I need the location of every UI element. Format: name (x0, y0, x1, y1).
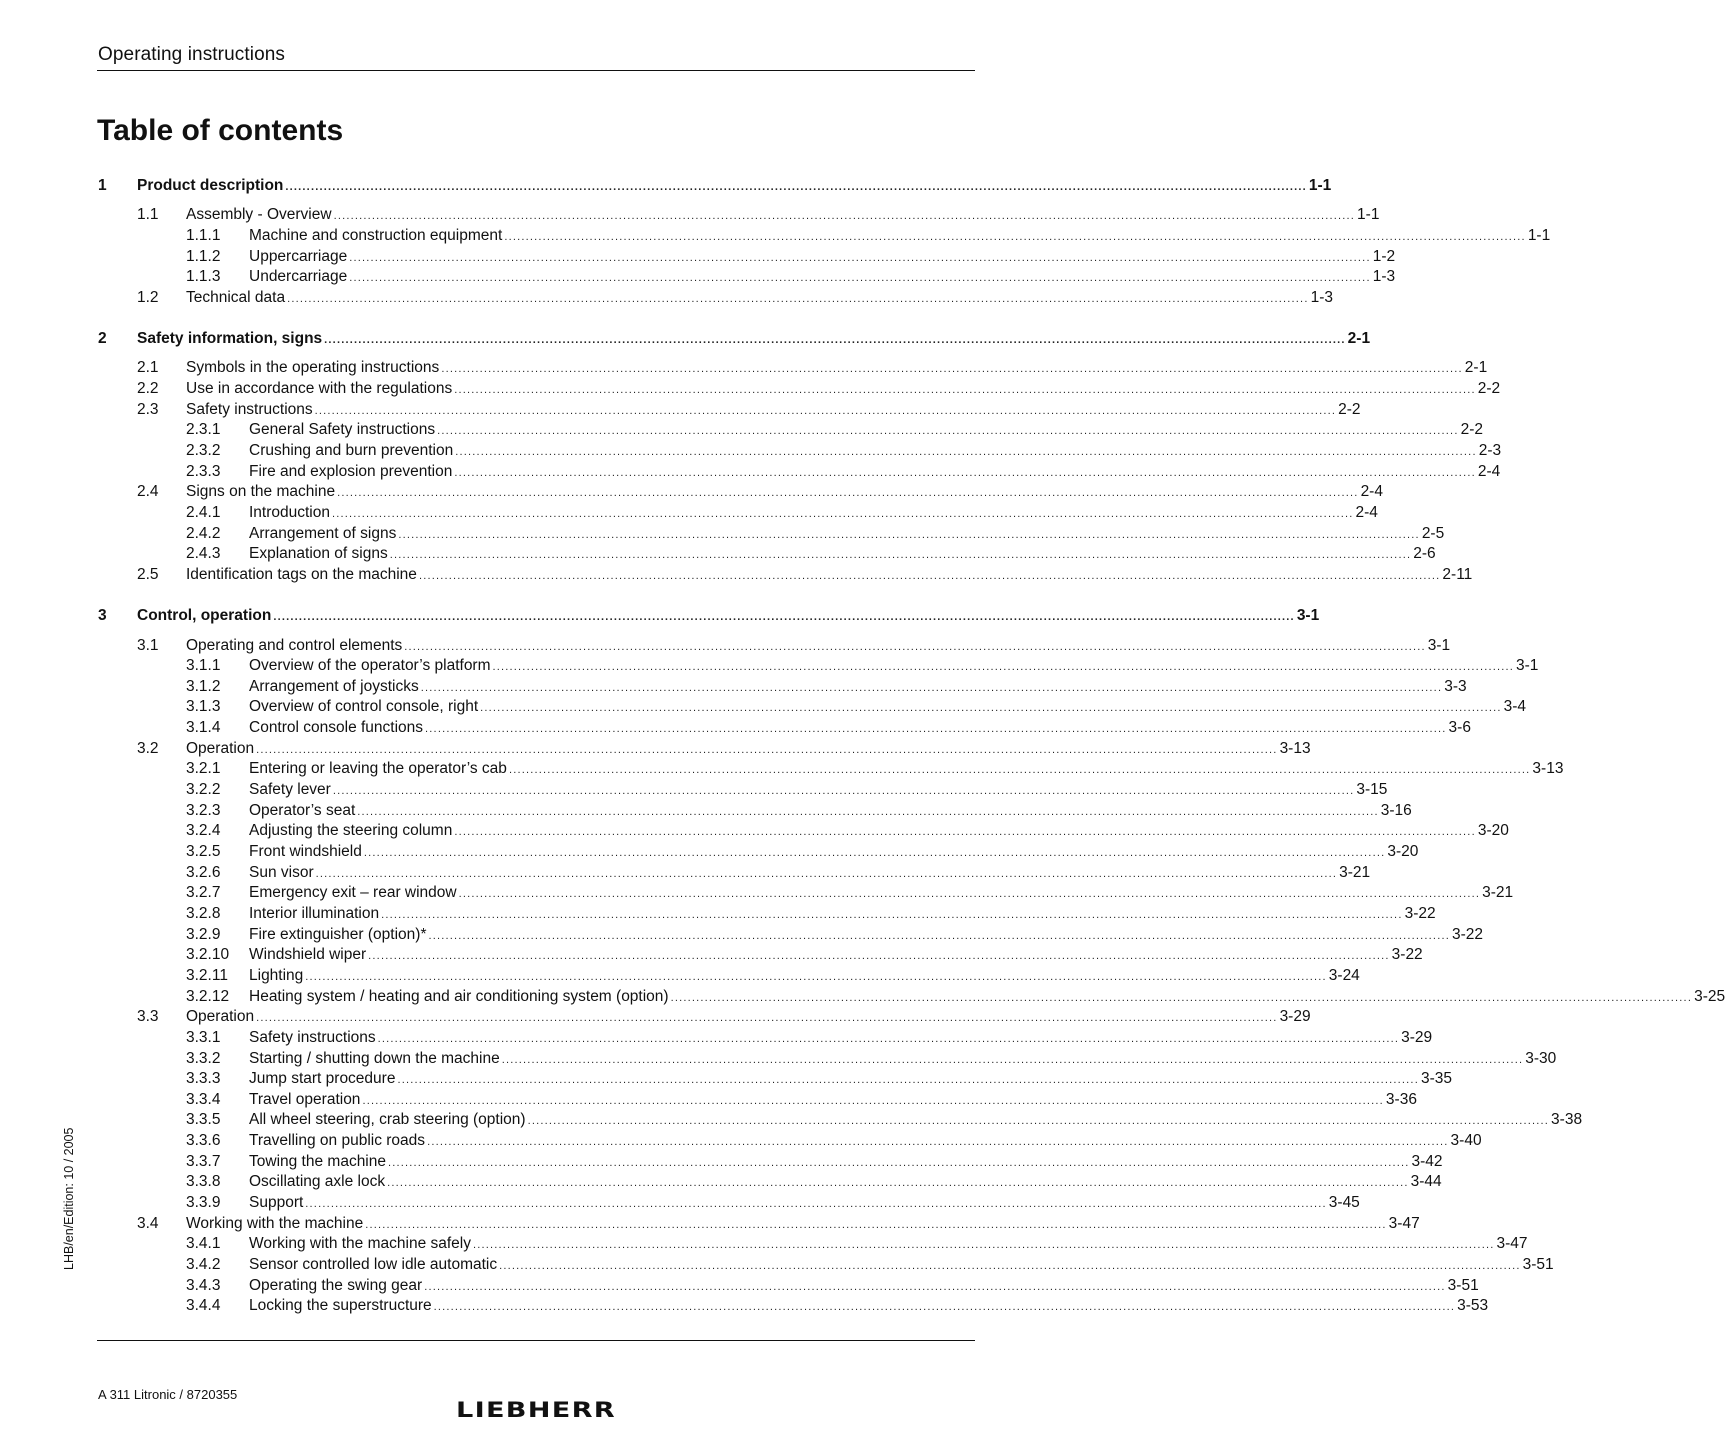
toc-entry-number: 3.2 (137, 739, 159, 757)
toc-entry[interactable] (186, 1049, 1557, 1069)
toc-entry[interactable] (186, 1172, 1442, 1192)
toc-entry-title: Oscillating axle lock (249, 1173, 386, 1191)
liebherr-logo-icon (456, 1398, 618, 1425)
svg-text:LIEBHERR: LIEBHERR (456, 1398, 616, 1422)
toc-entry-title: Travelling on public roads (249, 1132, 426, 1150)
toc-entry-page: 3-22 (1391, 946, 1423, 964)
toc-entry-title: Locking the superstructure (249, 1297, 432, 1315)
toc-entry[interactable] (98, 606, 1320, 626)
toc-entry-number: 3.3 (137, 1008, 159, 1026)
toc-entry-page: 2-2 (1477, 380, 1501, 398)
toc-entry-page: 1-1 (1527, 226, 1551, 244)
toc-entry-number: 2.3.2 (186, 442, 221, 459)
toc-entry[interactable] (186, 544, 1436, 564)
toc-leader-dots: ................................................................................................................................................................................................................................................ (427, 1136, 1449, 1149)
toc-entry[interactable] (186, 883, 1514, 903)
page-title: Table of contents (97, 114, 344, 147)
toc-entry-page: 3-16 (1380, 801, 1412, 819)
toc-entry-number: 3.2.5 (186, 843, 221, 860)
toc-entry-page: 3-21 (1482, 884, 1514, 902)
toc-entry-number: 3.3.2 (186, 1049, 221, 1067)
toc-entry-number: 3.2.6 (186, 863, 221, 881)
toc-entry-title: Overview of control console, right (249, 698, 479, 716)
toc-leader-dots: ................................................................................................................................................................................................................................................ (418, 569, 1441, 582)
toc-entry-title: Windshield wiper (249, 946, 367, 964)
toc-leader-dots: ................................................................................................................................................................................................................................................ (508, 764, 1531, 777)
toc-entry-title: Explanation of signs (249, 545, 388, 563)
toc-entry-title: Signs on the machine (186, 483, 336, 501)
toc-entry-page: 2-4 (1477, 462, 1501, 480)
toc-entry[interactable] (137, 205, 1380, 225)
toc-entry-number: 3.2.4 (186, 822, 221, 840)
toc-entry-number: 3.1.3 (186, 698, 221, 716)
toc-entry-number: 2.3.3 (186, 462, 221, 480)
toc-entry-page: 2-5 (1421, 524, 1445, 542)
toc-entry-page: 3-35 (1420, 1070, 1452, 1088)
toc-entry-number: 2.3 (137, 400, 159, 418)
toc-entry-page: 3-24 (1328, 966, 1360, 984)
toc-entry-page: 3-47 (1388, 1214, 1420, 1232)
toc-entry[interactable] (186, 441, 1502, 461)
toc-entry-number: 3.2.7 (186, 884, 221, 902)
toc-entry-page: 3-6 (1448, 719, 1471, 737)
toc-entry-number: 3.1 (137, 636, 159, 654)
toc-entry-title: Arrangement of signs (249, 524, 397, 542)
toc-leader-dots: ................................................................................................................................................................................................................................................ (458, 888, 1481, 901)
toc-entry-title: Machine and construction equipment (249, 226, 503, 244)
toc-leader-dots: ................................................................................................................................................................................................................................................ (670, 991, 1693, 1004)
toc-entry[interactable] (186, 863, 1371, 883)
toc-entry[interactable] (186, 1110, 1583, 1130)
toc-entry[interactable] (186, 801, 1412, 821)
toc-entry-number: 1.1.1 (186, 226, 221, 244)
toc-leader-dots: ................................................................................................................................................................................................................................................ (428, 929, 1450, 942)
toc-entry[interactable] (186, 524, 1445, 544)
toc-entry[interactable] (186, 1090, 1417, 1110)
toc-entry-number: 3.2.3 (186, 801, 221, 819)
toc-entry-page: 3-1 (1427, 636, 1451, 654)
toc-entry[interactable] (137, 739, 1311, 759)
toc-leader-dots: ................................................................................................................................................................................................................................................ (256, 1012, 1278, 1025)
toc-entry-title: Safety instructions (186, 400, 313, 418)
toc-leader-dots: ................................................................................................................................................................................................................................................ (305, 1198, 1327, 1211)
toc-entry[interactable] (186, 1255, 1554, 1275)
toc-entry-page: 1-1 (1357, 206, 1380, 224)
toc-leader-dots: ................................................................................................................................................................................................................................................ (349, 251, 1371, 264)
toc-leader-dots: ................................................................................................................................................................................................................................................ (441, 363, 1463, 376)
toc-entry[interactable] (186, 226, 1551, 246)
toc-entry-title: Lighting (249, 966, 304, 984)
toc-entry[interactable] (186, 1069, 1452, 1089)
toc-entry-number: 2.4.3 (186, 545, 221, 563)
toc-entry-number: 3.2.11 (186, 966, 228, 984)
toc-entry-number: 3.4.4 (186, 1297, 221, 1315)
toc-leader-dots: ................................................................................................................................................................................................................................................ (527, 1115, 1550, 1128)
toc-entry-page: 3-20 (1387, 843, 1419, 860)
toc-entry-page: 3-45 (1328, 1194, 1360, 1212)
toc-entry-number: 3.1.2 (186, 677, 221, 695)
toc-entry-title: Undercarriage (249, 268, 348, 286)
toc-leader-dots: ................................................................................................................................................................................................................................................ (454, 826, 1476, 839)
toc-entry-number: 3.2.9 (186, 925, 221, 943)
toc-entry-title: Entering or leaving the operator’s cab (249, 760, 507, 778)
toc-entry-page: 3-20 (1477, 822, 1509, 840)
toc-entry[interactable] (137, 288, 1333, 308)
toc-entry-title: Safety instructions (249, 1028, 376, 1046)
toc-entry[interactable] (186, 1193, 1360, 1213)
toc-entry-page: 1-3 (1372, 268, 1396, 286)
toc-entry-number: 1.1.3 (186, 268, 221, 286)
toc-leader-dots: ................................................................................................................................................................................................................................................ (368, 950, 1390, 963)
toc-leader-dots: ................................................................................................................................................................................................................................................ (492, 661, 1514, 674)
toc-entry[interactable] (186, 503, 1378, 523)
toc-entry-page: 3-42 (1411, 1152, 1443, 1170)
toc-entry[interactable] (98, 329, 1371, 349)
toc-entry-page: 1-2 (1372, 247, 1396, 265)
toc-entry-page: 3-13 (1279, 739, 1311, 757)
toc-entry[interactable] (186, 462, 1501, 482)
toc-entry[interactable] (186, 904, 1436, 924)
toc-entry-number: 1 (98, 177, 107, 194)
toc-entry[interactable] (186, 1234, 1528, 1254)
toc-entry[interactable] (186, 842, 1419, 862)
toc-entry-title: Operating the swing gear (249, 1276, 423, 1294)
toc-leader-dots: ................................................................................................................................................................................................................................................ (454, 384, 1476, 397)
toc-leader-dots: ................................................................................................................................................................................................................................................ (363, 847, 1386, 859)
toc-entry-number: 1.1.2 (186, 247, 221, 265)
toc-entry-number: 2.4 (137, 483, 159, 501)
toc-entry-title: Starting / shutting down the machine (249, 1049, 500, 1067)
toc-entry-title: Arrangement of joysticks (249, 677, 419, 695)
toc-entry-number: 2.5 (137, 565, 159, 583)
toc-entry[interactable] (186, 656, 1539, 676)
toc-leader-dots: ................................................................................................................................................................................................................................................ (499, 1260, 1521, 1272)
toc-entry-page: 3-29 (1279, 1008, 1311, 1026)
toc-leader-dots: ................................................................................................................................................................................................................................................ (397, 1074, 1419, 1087)
toc-entry-page: 3-51 (1447, 1276, 1479, 1294)
toc-entry[interactable] (137, 482, 1383, 502)
toc-entry[interactable] (98, 176, 1332, 196)
toc-entry-title: Emergency exit – rear window (249, 884, 457, 902)
toc-entry-number: 3.3.1 (186, 1028, 221, 1046)
toc-leader-dots: ................................................................................................................................................................................................................................................ (333, 210, 1356, 223)
toc-entry[interactable] (186, 925, 1483, 945)
toc-entry-title: Operating and control elements (186, 636, 403, 654)
toc-entry[interactable] (186, 267, 1396, 287)
toc-entry[interactable] (137, 565, 1473, 585)
toc-entry-page: 3-25 (1694, 987, 1725, 1005)
toc-entry-number: 2.1 (137, 359, 159, 377)
toc-entry-title: Assembly - Overview (186, 206, 332, 224)
document-id: A 311 Litronic / 8720355 (98, 1387, 238, 1402)
toc-entry-page: 3-3 (1444, 677, 1467, 695)
toc-entry-title: Adjusting the steering column (249, 822, 453, 840)
toc-entry-page: 1-1 (1308, 177, 1332, 194)
toc-entry-title: Product description (137, 177, 284, 194)
edition-note: LHB/en/Edition: 10 / 2005 (62, 1127, 76, 1270)
toc-leader-dots: ................................................................................................................................................................................................................................................ (287, 292, 1309, 305)
toc-entry[interactable] (186, 780, 1388, 800)
toc-entry[interactable] (186, 1131, 1482, 1151)
toc-entry-page: 3-21 (1339, 863, 1371, 881)
toc-entry-number: 3.2.12 (186, 987, 230, 1005)
toc-entry-page: 3-15 (1356, 781, 1388, 799)
toc-entry-title: Overview of the operator’s platform (249, 657, 491, 675)
toc-entry-number: 2.2 (137, 380, 159, 398)
toc-entry-title: Control, operation (137, 607, 272, 625)
toc-entry-page: 2-2 (1338, 400, 1361, 418)
toc-entry-title: Uppercarriage (249, 247, 348, 265)
toc-entry-title: Front windshield (249, 843, 362, 860)
toc-entry[interactable] (186, 718, 1471, 738)
toc-entry-page: 2-11 (1442, 565, 1473, 583)
toc-entry-title: Safety lever (249, 781, 331, 799)
toc-entry-title: Fire and explosion prevention (249, 462, 453, 480)
toc-entry-number: 2.4.2 (186, 524, 221, 542)
toc-entry-title: Crushing and burn prevention (249, 442, 454, 459)
toc-entry[interactable] (137, 358, 1488, 378)
toc-entry[interactable] (137, 379, 1501, 399)
toc-leader-dots: ................................................................................................................................................................................................................................................ (357, 805, 1379, 818)
toc-leader-dots: ................................................................................................................................................................................................................................................ (501, 1053, 1524, 1066)
toc-entry-number: 3.1.1 (186, 657, 221, 675)
toc-entry-title: Operation (186, 1008, 255, 1026)
toc-entry-title: General Safety instructions (249, 421, 436, 439)
toc-entry[interactable] (186, 945, 1423, 965)
toc-entry-title: Sun visor (249, 863, 314, 881)
toc-entry-number: 1.1 (137, 206, 159, 224)
toc-entry-title: Interior illumination (249, 904, 380, 922)
toc-entry-title: Symbols in the operating instructions (186, 359, 440, 377)
toc-leader-dots: ................................................................................................................................................................................................................................................ (314, 404, 1337, 417)
toc-entry-title: Use in accordance with the regulations (186, 380, 453, 398)
toc-entry[interactable] (186, 987, 1725, 1007)
toc-leader-dots: ................................................................................................................................................................................................................................................ (381, 908, 1403, 921)
toc-leader-dots: ................................................................................................................................................................................................................................................ (324, 334, 1346, 347)
toc-entry-page: 3-13 (1532, 760, 1564, 778)
toc-leader-dots: ................................................................................................................................................................................................................................................ (472, 1239, 1495, 1252)
toc-entry-title: Introduction (249, 503, 330, 521)
toc-entry-page: 3-36 (1385, 1090, 1417, 1108)
toc-entry-page: 3-40 (1450, 1132, 1482, 1150)
toc-entry-number: 3.4 (137, 1214, 159, 1232)
toc-entry[interactable] (186, 697, 1527, 717)
toc-leader-dots: ................................................................................................................................................................................................................................................ (387, 1177, 1409, 1190)
toc-entry-title: Towing the machine (249, 1152, 386, 1170)
toc-entry-title: Heating system / heating and air conditioning system (option) (249, 987, 669, 1005)
toc-leader-dots: ................................................................................................................................................................................................................................................ (377, 1032, 1400, 1045)
toc-leader-dots: ................................................................................................................................................................................................................................................ (425, 723, 1447, 736)
toc-entry-title: Jump start procedure (249, 1070, 396, 1088)
toc-entry-title: Identification tags on the machine (186, 565, 417, 583)
toc-entry[interactable] (186, 247, 1396, 267)
toc-entry-page: 2-1 (1464, 359, 1488, 377)
toc-entry-number: 3.1.4 (186, 719, 221, 737)
toc-entry-title: Fire extinguisher (option)* (249, 925, 427, 943)
toc-entry-title: Operator’s seat (249, 801, 356, 819)
toc-entry[interactable] (186, 1296, 1489, 1316)
toc-leader-dots: ................................................................................................................................................................................................................................................ (437, 425, 1459, 438)
toc-entry-page: 3-4 (1503, 698, 1527, 716)
toc-entry-page: 3-51 (1522, 1256, 1554, 1273)
toc-leader-dots: ................................................................................................................................................................................................................................................ (285, 181, 1307, 193)
toc-leader-dots: ................................................................................................................................................................................................................................................ (332, 785, 1355, 798)
toc-entry[interactable] (186, 821, 1509, 841)
toc-entry-number: 2.3.1 (186, 421, 221, 439)
toc-entry-title: Technical data (186, 288, 286, 306)
toc-entry-title: Operation (186, 739, 255, 757)
header-rule (97, 70, 975, 71)
toc-entry-number: 3 (98, 607, 107, 625)
toc-entry[interactable] (137, 1007, 1311, 1027)
toc-leader-dots: ................................................................................................................................................................................................................................................ (480, 702, 1502, 715)
toc-entry-number: 3.2.8 (186, 904, 221, 922)
toc-entry-page: 3-29 (1401, 1028, 1433, 1046)
toc-leader-dots: ................................................................................................................................................................................................................................................ (424, 1280, 1446, 1293)
toc-leader-dots: ................................................................................................................................................................................................................................................ (455, 446, 1477, 458)
footer-rule (97, 1340, 975, 1341)
toc-leader-dots: ................................................................................................................................................................................................................................................ (420, 681, 1443, 694)
toc-leader-dots: ................................................................................................................................................................................................................................................ (349, 272, 1371, 285)
toc-leader-dots: ................................................................................................................................................................................................................................................ (305, 970, 1327, 983)
toc-entry-number: 3.3.5 (186, 1111, 221, 1129)
toc-entry-page: 3-47 (1496, 1235, 1528, 1253)
toc-entry-page: 3-44 (1410, 1173, 1442, 1191)
toc-entry-number: 3.3.3 (186, 1070, 221, 1088)
toc-entry-page: 3-38 (1551, 1111, 1583, 1129)
toc-entry-page: 2-4 (1360, 483, 1383, 501)
toc-leader-dots: ................................................................................................................................................................................................................................................ (337, 487, 1359, 500)
running-header: Operating instructions (98, 44, 286, 65)
toc-entry-page: 3-1 (1516, 657, 1539, 675)
toc-entry-number: 3.2.1 (186, 760, 221, 778)
toc-entry[interactable] (186, 759, 1564, 779)
toc-entry[interactable] (186, 966, 1360, 986)
toc-entry[interactable] (186, 1152, 1443, 1172)
toc-leader-dots: ................................................................................................................................................................................................................................................ (315, 867, 1338, 880)
toc-leader-dots: ................................................................................................................................................................................................................................................ (273, 611, 1295, 624)
toc-entry[interactable] (186, 1028, 1433, 1048)
toc-entry-number: 3.3.6 (186, 1132, 221, 1150)
toc-entry-title: Support (249, 1194, 304, 1212)
toc-entry-page: 2-1 (1347, 330, 1371, 348)
toc-entry-number: 3.2.2 (186, 781, 221, 799)
toc-entry-title: Safety information, signs (137, 330, 323, 348)
toc-entry-number: 3.3.8 (186, 1173, 221, 1191)
toc-entry-number: 2 (98, 330, 107, 348)
toc-leader-dots: ................................................................................................................................................................................................................................................ (256, 743, 1278, 756)
toc-leader-dots: ................................................................................................................................................................................................................................................ (388, 1156, 1410, 1169)
toc-entry-page: 3-1 (1296, 607, 1320, 625)
toc-entry-page: 2-3 (1478, 442, 1502, 459)
toc-entry-number: 3.2.10 (186, 946, 230, 964)
toc-entry-title: Working with the machine (186, 1214, 364, 1232)
toc-entry-page: 3-30 (1525, 1049, 1557, 1067)
logo-graphic (456, 1398, 618, 1420)
toc-entry-number: 3.3.4 (186, 1090, 221, 1108)
toc-leader-dots: ................................................................................................................................................................................................................................................ (404, 640, 1426, 653)
toc-entry-number: 3.4.3 (186, 1276, 221, 1294)
toc-entry-number: 3.3.9 (186, 1194, 221, 1212)
toc-leader-dots: ................................................................................................................................................................................................................................................ (365, 1218, 1387, 1231)
toc-leader-dots: ................................................................................................................................................................................................................................................ (398, 528, 1420, 541)
toc-leader-dots: ................................................................................................................................................................................................................................................ (433, 1301, 1456, 1314)
toc-entry-title: All wheel steering, crab steering (option) (249, 1111, 526, 1129)
toc-entry-page: 2-6 (1413, 545, 1436, 563)
toc-entry-number: 3.3.7 (186, 1152, 221, 1170)
toc-entry-number: 1.2 (137, 288, 159, 306)
toc-entry-page: 3-22 (1404, 904, 1436, 922)
toc-entry-page: 3-53 (1457, 1297, 1489, 1315)
toc-entry-title: Travel operation (249, 1090, 361, 1108)
toc-entry[interactable] (186, 1276, 1479, 1296)
toc-entry-page: 1-3 (1310, 288, 1333, 306)
toc-entry-page: 2-2 (1460, 421, 1483, 439)
toc-leader-dots: ................................................................................................................................................................................................................................................ (454, 466, 1476, 479)
toc-entry-page: 2-4 (1355, 503, 1378, 521)
toc-entry-page: 3-22 (1451, 925, 1483, 943)
toc-entry-title: Working with the machine safely (249, 1235, 471, 1253)
toc-entry-number: 3.4.1 (186, 1235, 221, 1253)
toc-leader-dots: ................................................................................................................................................................................................................................................ (362, 1094, 1384, 1107)
toc-entry[interactable] (137, 636, 1451, 656)
toc-leader-dots: ................................................................................................................................................................................................................................................ (504, 230, 1526, 243)
toc-entry-number: 2.4.1 (186, 503, 221, 521)
toc-leader-dots: ................................................................................................................................................................................................................................................ (389, 549, 1412, 562)
toc-entry-title: Sensor controlled low idle automatic (249, 1256, 498, 1273)
toc-leader-dots: ................................................................................................................................................................................................................................................ (332, 507, 1354, 520)
toc-entry[interactable] (186, 677, 1467, 697)
toc-entry-title: Control console functions (249, 719, 424, 737)
toc-entry[interactable] (186, 420, 1483, 440)
toc-entry-number: 3.4.2 (186, 1256, 221, 1273)
toc-entry[interactable] (137, 400, 1361, 420)
toc-entry[interactable] (137, 1214, 1420, 1234)
